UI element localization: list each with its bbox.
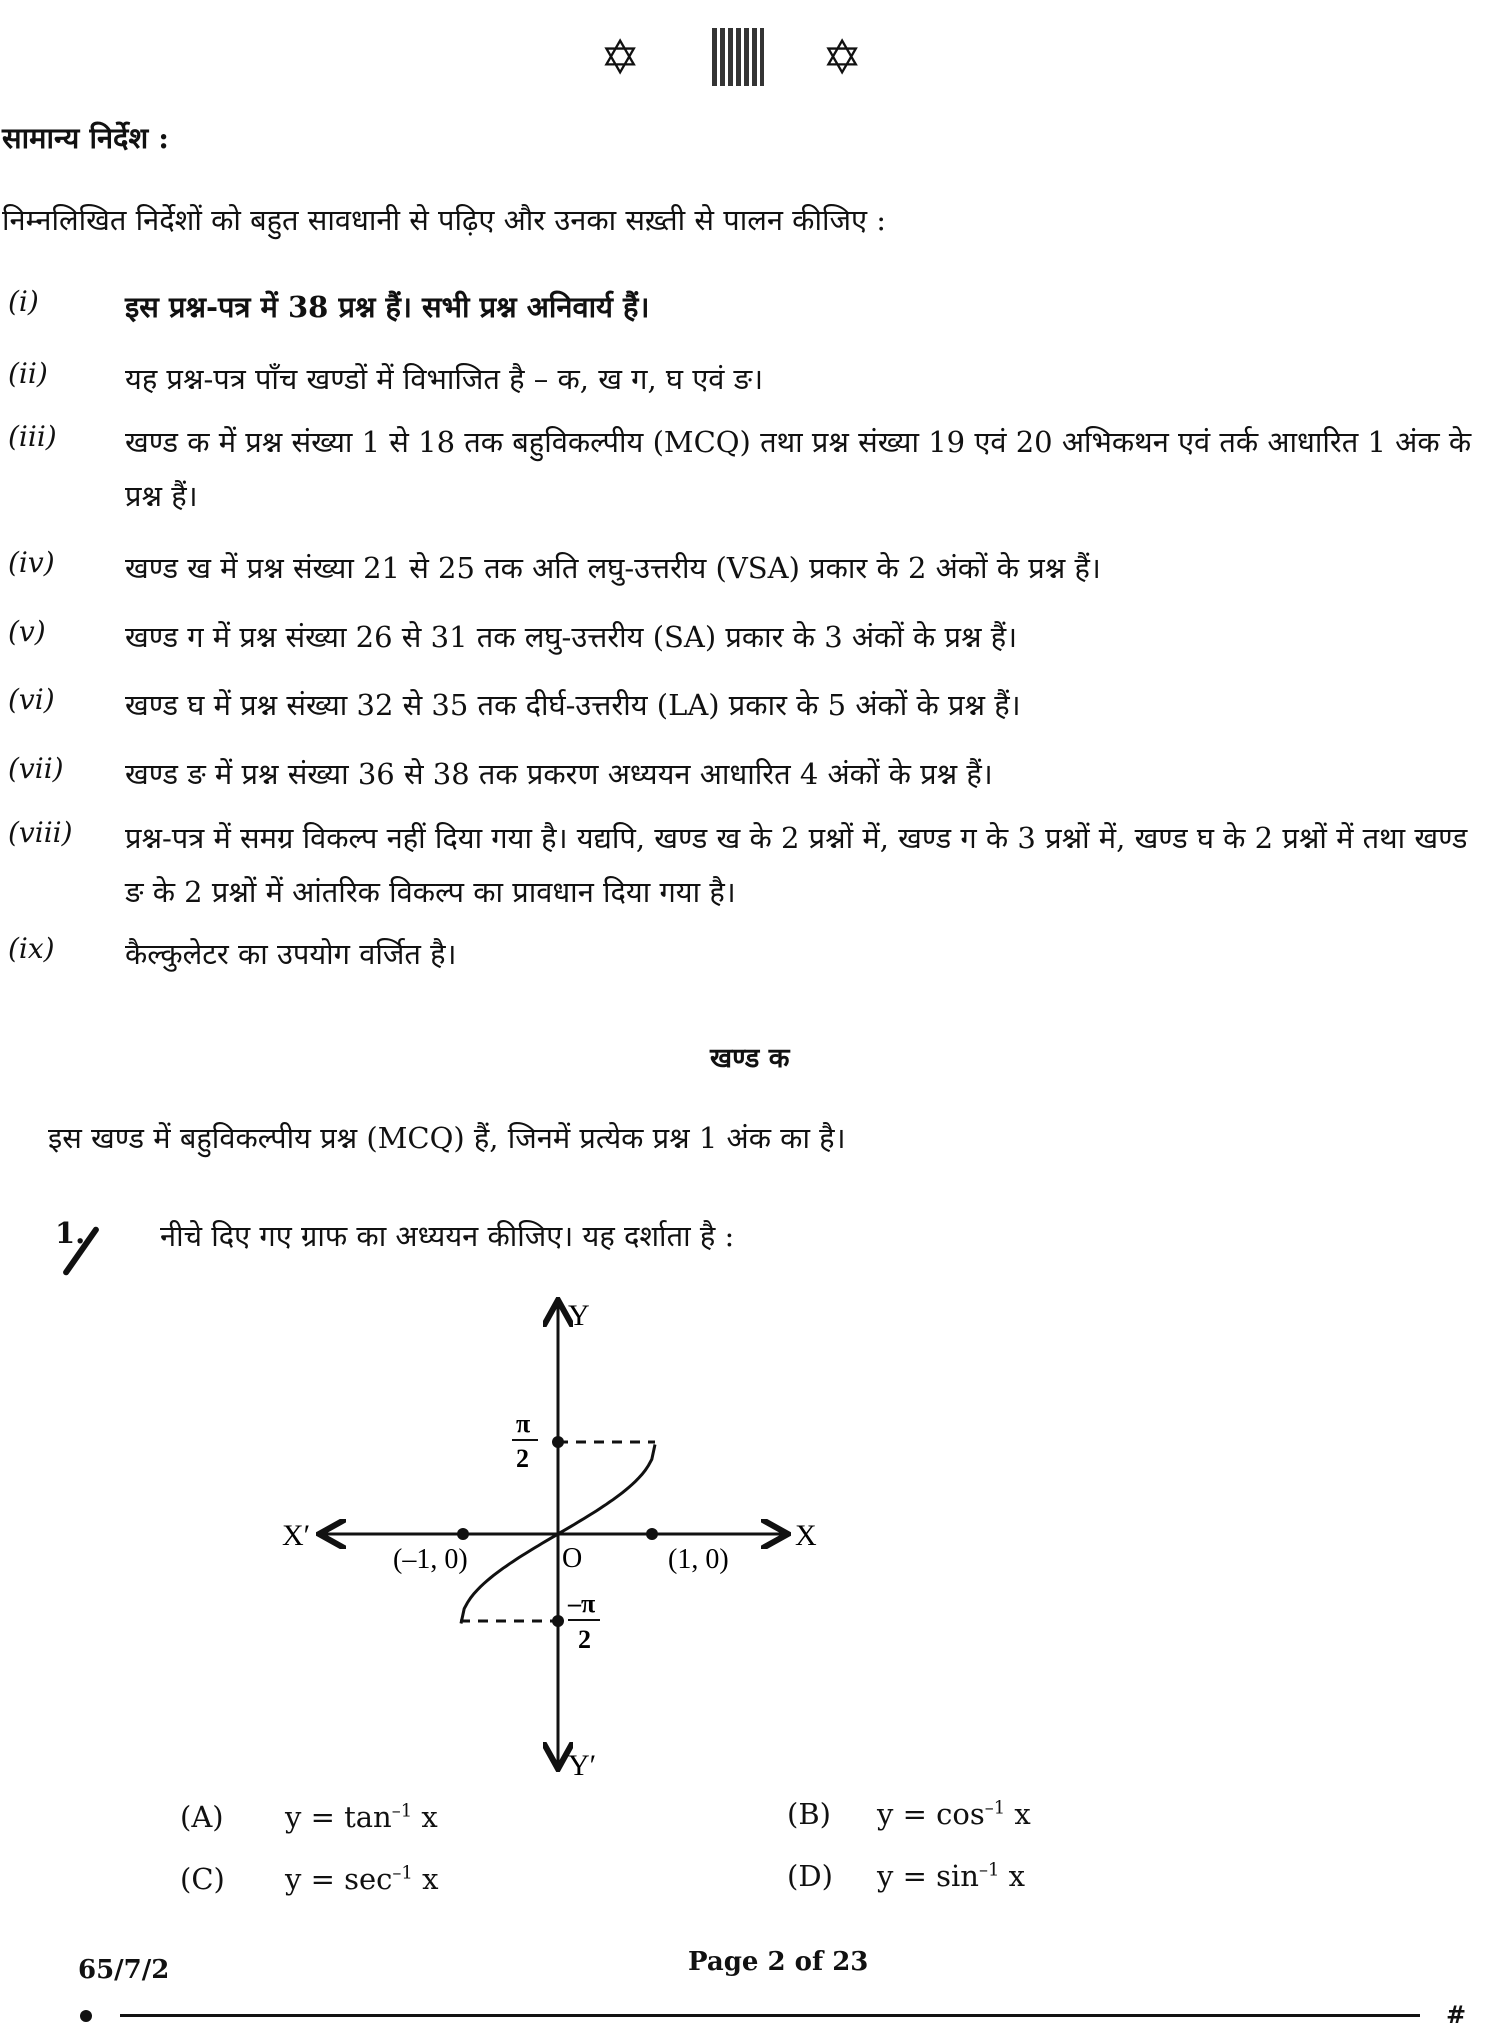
option-label: (C) (180, 1862, 225, 1896)
bottom-num: –π (568, 1589, 596, 1618)
instruction-item: इस प्रश्न-पत्र में 38 प्रश्न हैं। सभी प्रश्न अनिवार्य हैं। (125, 290, 650, 324)
instruction-item: खण्ड ग में प्रश्न संख्या 26 से 31 तक लघु-उत्तरीय (SA) प्रकार के 3 अंकों के प्रश्न हैं। (125, 620, 1018, 654)
item-number: (vi) (8, 683, 55, 716)
point-right-label: (1, 0) (668, 1544, 729, 1575)
option-c[interactable] (180, 1862, 438, 1896)
instruction-item: कैल्कुलेटर का उपयोग वर्जित है। (125, 937, 457, 971)
top-den: 2 (516, 1444, 529, 1473)
section-intro: इस खण्ड में बहुविकल्पीय प्रश्न (MCQ) हैं, जिनमें प्रत्येक प्रश्न 1 अंक का है। (48, 1121, 846, 1155)
star-of-david-icon: ✡ (600, 30, 641, 86)
paper-code: 65/7/2 (78, 1955, 170, 1985)
option-label: (A) (180, 1800, 224, 1834)
point-minus-one (457, 1528, 469, 1540)
y-label: Y (568, 1299, 590, 1332)
point-neg-pi-half (552, 1615, 564, 1627)
point-pi-half (552, 1436, 564, 1448)
footer-mark: # (1446, 2000, 1467, 2029)
footer-rule (120, 2014, 1420, 2017)
x-label: X (795, 1519, 817, 1552)
bullet-dot (80, 2010, 92, 2022)
option-func: y = cos (877, 1797, 985, 1831)
item-number: (vii) (8, 752, 64, 785)
bottom-den: 2 (578, 1625, 591, 1654)
option-func: y = sec (285, 1862, 393, 1896)
page-number: Page 2 of 23 (688, 1947, 869, 1977)
option-sup: –1 (984, 1797, 1006, 1819)
point-left-label: (–1, 0) (393, 1544, 468, 1575)
option-label: (B) (787, 1797, 831, 1831)
item-number: (ix) (8, 932, 55, 965)
question-number: 1. (55, 1216, 86, 1250)
option-var: x (1005, 1797, 1031, 1831)
option-a[interactable] (180, 1800, 438, 1834)
option-d[interactable] (787, 1859, 1025, 1893)
instruction-item: यह प्रश्न-पत्र पाँच खण्डों में विभाजित है – क, ख ग, घ एवं ङ। (125, 362, 764, 396)
item-number: (v) (8, 615, 46, 648)
section-title: खण्ड क (710, 1043, 790, 1074)
option-sup: –1 (391, 1800, 413, 1822)
item-number: (iii) (8, 420, 57, 453)
origin-label: O (562, 1543, 583, 1574)
option-func: y = tan (285, 1800, 392, 1834)
instructions-title: सामान्य निर्देश : (2, 121, 169, 155)
option-func: y = sin (877, 1859, 979, 1893)
instruction-item: खण्ड घ में प्रश्न संख्या 32 से 35 तक दीर्घ-उत्तरीय (LA) प्रकार के 5 अंकों के प्रश्न हैं। (125, 688, 1021, 722)
question-text: नीचे दिए गए ग्राफ का अध्ययन कीजिए। यह दर्शाता है : (160, 1219, 735, 1253)
top-num: π (516, 1409, 531, 1438)
x-neg-label: X′ (282, 1519, 311, 1552)
option-sup: –1 (978, 1859, 1000, 1881)
item-number: (ii) (8, 357, 48, 390)
instruction-item: खण्ड क में प्रश्न संख्या 1 से 18 तक बहुविकल्पीय (MCQ) तथा प्रश्न संख्या 19 एवं 20 अभिकथन एवं तर्क आधारित 1 अंक के प्रश्न हैं। (125, 425, 1472, 513)
item-number: (iv) (8, 546, 55, 579)
option-label: (D) (787, 1859, 833, 1893)
instructions-intro: निम्नलिखित निर्देशों को बहुत सावधानी से पढ़िए और उनका सख़्ती से पालन कीजिए : (2, 203, 887, 237)
y-neg-label: Y′ (568, 1749, 597, 1782)
instruction-item: खण्ड ङ में प्रश्न संख्या 36 से 38 तक प्रकरण अध्ययन आधारित 4 अंकों के प्रश्न हैं। (125, 757, 993, 791)
item-number: (i) (8, 285, 39, 318)
option-sup: –1 (392, 1862, 413, 1884)
star-of-david-icon: ✡ (822, 30, 863, 86)
instruction-item: खण्ड ख में प्रश्न संख्या 21 से 25 तक अति लघु-उत्तरीय (VSA) प्रकार के 2 अंकों के प्रश्न हैं। (125, 551, 1101, 585)
option-var: x (999, 1859, 1025, 1893)
option-var: x (412, 1800, 438, 1834)
item-number: (viii) (8, 816, 73, 849)
instruction-item: प्रश्न-पत्र में समग्र विकल्प नहीं दिया गया है। यद्यपि, खण्ड ख के 2 प्रश्नों में, खण्ड ग के 3 प्रश्नों में, खण्ड घ के 2 प्रश्नों में तथा खण्ड ङ के 2 प्रश्नों में आंतरिक विकल्प का प्रावधान दिया गया है। (125, 821, 1468, 909)
point-one (646, 1528, 658, 1540)
option-var: x (412, 1862, 439, 1896)
option-b[interactable] (787, 1797, 1031, 1831)
